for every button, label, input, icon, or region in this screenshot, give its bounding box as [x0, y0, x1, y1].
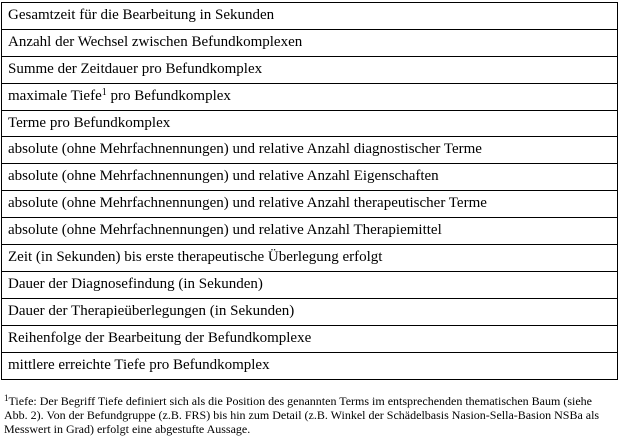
footnote-reference-superscript: 1 — [101, 86, 107, 98]
table-row — [2, 326, 617, 353]
table-row — [2, 191, 617, 218]
row-text: Reihenfolge der Bearbeitung der Befundkomplexe — [8, 329, 312, 346]
table-row — [2, 30, 617, 57]
table-row — [2, 3, 617, 30]
table-row — [2, 57, 617, 84]
row-text: Dauer der Diagnosefindung (in Sekunden) — [8, 275, 263, 292]
row-text-post: pro Befundkomplex — [106, 87, 231, 104]
footnote-marker: 1 — [4, 393, 9, 403]
table-row — [2, 164, 617, 191]
footnote — [4, 395, 606, 436]
table-row — [2, 111, 617, 138]
row-text: mittlere erreichte Tiefe pro Befundkomplex — [8, 356, 270, 373]
row-text: Anzahl der Wechsel zwischen Befundkomplexen — [8, 33, 303, 50]
row-text: Zeit (in Sekunden) bis erste therapeutische Überlegung erfolgt — [8, 249, 383, 266]
row-text: Summe der Zeitdauer pro Befundkomplex — [8, 60, 263, 77]
table-row — [2, 299, 617, 326]
row-text-pre: maximale Tiefe — [8, 87, 102, 104]
table-row — [2, 353, 617, 380]
row-text: absolute (ohne Mehrfachnennungen) und relative Anzahl diagnostischer Terme — [8, 141, 482, 158]
row-text — [2, 84, 617, 106]
row-text: absolute (ohne Mehrfachnennungen) und relative Anzahl therapeutischer Terme — [8, 195, 487, 212]
footnote-text: Tiefe: Der Begriff Tiefe definiert sich als die Position des genannten Terms im entsprechenden thematischen Baum (siehe Abb. 2). Von der Befundgruppe (z.B. FRS) bis hin zum Detail (z.B. Winkel der Schädelbasis Nasion-Sella-Basion NSBa als Messwert in Grad) erfolgt eine abgestufte Aussage. — [4, 394, 600, 436]
table-row — [2, 137, 617, 164]
metrics-table — [1, 2, 618, 380]
row-text: absolute (ohne Mehrfachnennungen) und relative Anzahl Eigenschaften — [8, 168, 439, 185]
row-text: Terme pro Befundkomplex — [8, 114, 171, 131]
table-row — [2, 272, 617, 299]
table-row — [2, 218, 617, 245]
row-text: absolute (ohne Mehrfachnennungen) und relative Anzahl Therapiemittel — [8, 222, 442, 239]
row-text: Dauer der Therapieüberlegungen (in Sekunden) — [8, 302, 295, 319]
table-row — [2, 245, 617, 272]
row-text: Gesamtzeit für die Bearbeitung in Sekunden — [8, 7, 275, 23]
table-row — [2, 84, 617, 111]
